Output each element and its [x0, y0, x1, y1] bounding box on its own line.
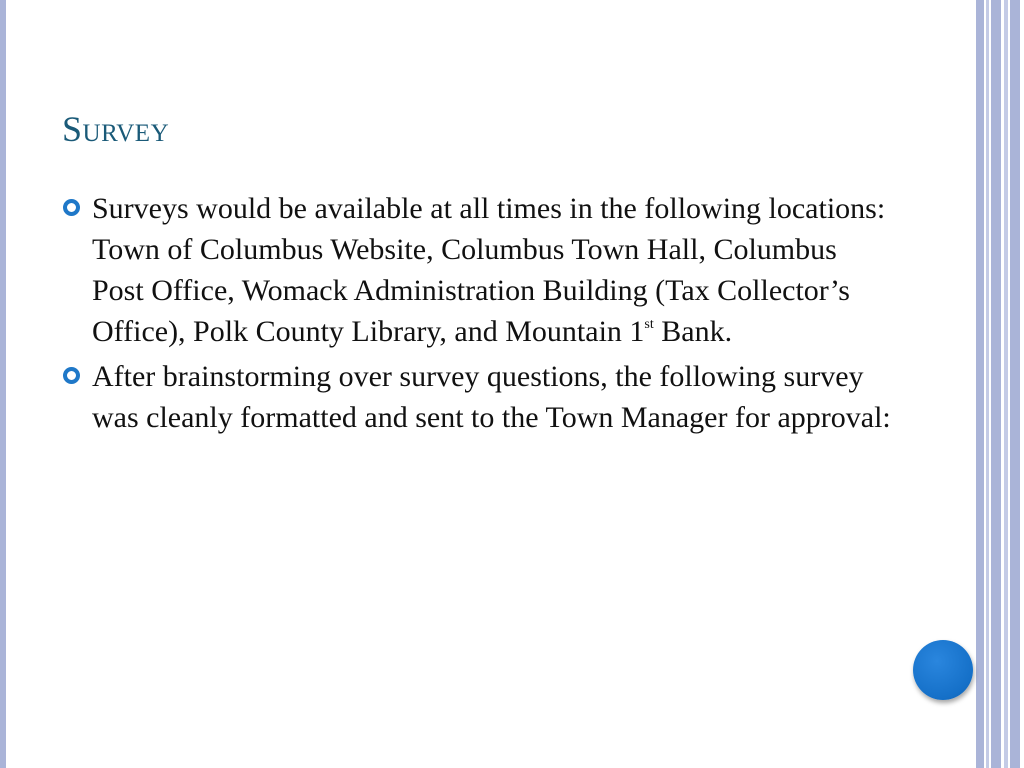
bullet-text-end: Bank.	[653, 315, 733, 348]
ring-bullet-icon	[63, 367, 80, 384]
ring-bullet-icon	[63, 199, 80, 216]
stripe	[976, 0, 984, 768]
bullet-item	[62, 356, 892, 438]
slide-title: Survey	[62, 109, 170, 149]
stripe	[986, 0, 989, 768]
left-border-decoration	[0, 0, 6, 768]
bullet-list	[62, 188, 892, 442]
stripe	[991, 0, 1001, 768]
bullet-text: After brainstorming over survey questions, the following survey was cleanly formatted and sent to the Town Manager for approval:	[92, 360, 891, 434]
stripe	[1010, 0, 1020, 768]
accent-circle-button[interactable]	[913, 640, 973, 700]
right-stripes-decoration	[976, 0, 1024, 768]
bullet-text: Surveys would be available at all times in the following locations: Town of Columbus Website, Columbus Town Hall, Columbus Post Office, Womack Administration Building (Tax Collector’s Office), Polk County Library, and Mountain 1	[92, 192, 886, 348]
stripe	[1004, 0, 1008, 768]
bullet-item	[62, 188, 892, 352]
ordinal-superscript: st	[644, 317, 654, 332]
